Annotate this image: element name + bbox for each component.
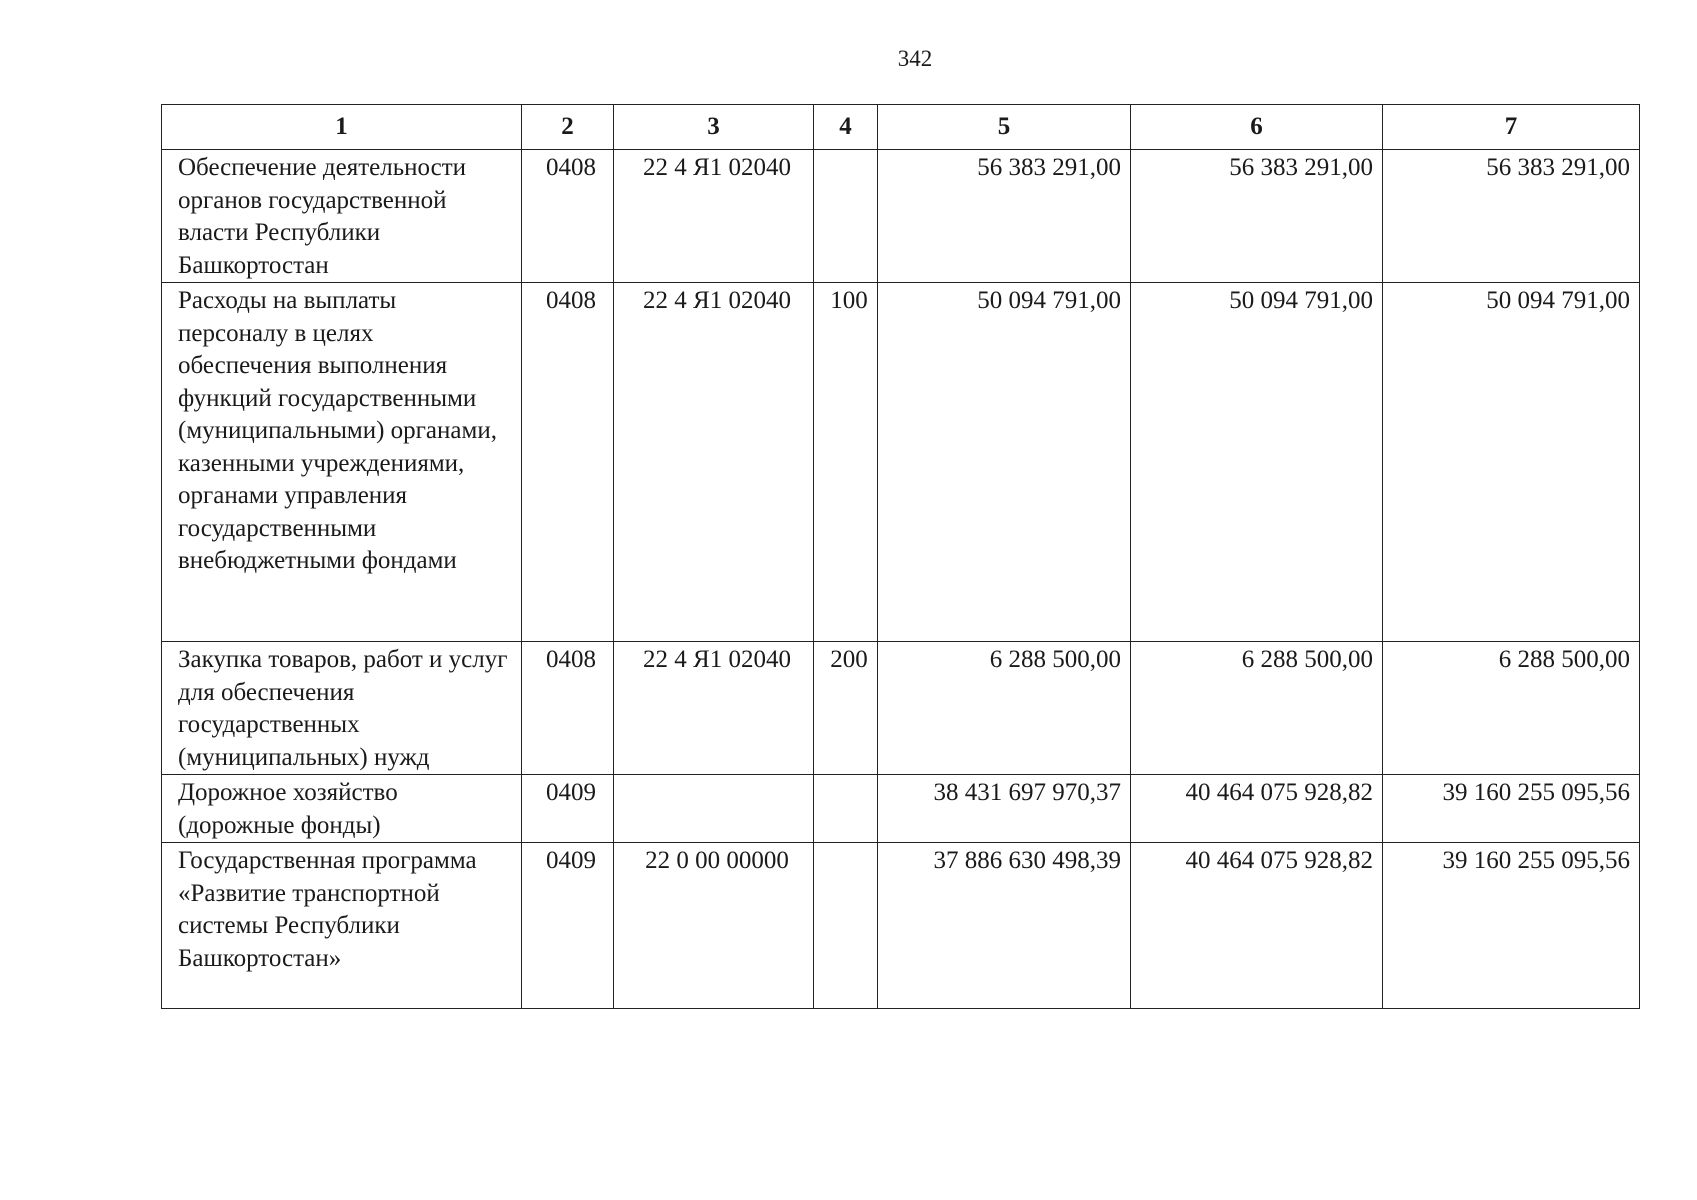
- row-amount-5: 50 094 791,00: [878, 283, 1131, 642]
- column-header-2: 2: [522, 105, 614, 150]
- page-number: 342: [897, 46, 933, 71]
- table-row: [162, 843, 1640, 1009]
- budget-table: [161, 104, 1640, 1009]
- row-target-code: [614, 775, 814, 843]
- column-header-5: 5: [878, 105, 1131, 150]
- row-expense-type: [814, 843, 878, 1009]
- row-section-code: 0408: [522, 150, 614, 283]
- row-amount-6: 56 383 291,00: [1131, 150, 1383, 283]
- row-amount-7: 6 288 500,00: [1383, 642, 1640, 775]
- row-section-code: 0408: [522, 283, 614, 642]
- table-row: [162, 283, 1640, 642]
- row-amount-6: 40 464 075 928,82: [1131, 775, 1383, 843]
- row-expense-type: 100: [814, 283, 878, 642]
- row-expense-type: [814, 150, 878, 283]
- table-row: [162, 150, 1640, 283]
- row-name: Дорожное хозяйство (дорожные фонды): [162, 775, 522, 843]
- row-amount-7: 39 160 255 095,56: [1383, 843, 1640, 1009]
- row-target-code: 22 0 00 00000: [614, 843, 814, 1009]
- row-expense-type: 200: [814, 642, 878, 775]
- row-amount-5: 6 288 500,00: [878, 642, 1131, 775]
- column-header-3: 3: [614, 105, 814, 150]
- row-amount-6: 6 288 500,00: [1131, 642, 1383, 775]
- row-target-code: 22 4 Я1 02040: [614, 642, 814, 775]
- row-amount-7: 50 094 791,00: [1383, 283, 1640, 642]
- row-target-code: 22 4 Я1 02040: [614, 150, 814, 283]
- table-row: [162, 775, 1640, 843]
- header-row: [162, 105, 1640, 150]
- row-target-code: 22 4 Я1 02040: [614, 283, 814, 642]
- table-row: [162, 642, 1640, 775]
- row-name: Государственная программа «Развитие транспортной системы Республики Башкортостан»: [162, 843, 522, 1009]
- row-section-code: 0409: [522, 843, 614, 1009]
- row-name: Обеспечение деятельности органов государственной власти Республики Башкортостан: [162, 150, 522, 283]
- column-header-7: 7: [1383, 105, 1640, 150]
- row-section-code: 0408: [522, 642, 614, 775]
- column-header-1: 1: [162, 105, 522, 150]
- row-amount-5: 56 383 291,00: [878, 150, 1131, 283]
- row-expense-type: [814, 775, 878, 843]
- row-name: Закупка товаров, работ и услуг для обеспечения государственных (муниципальных) нужд: [162, 642, 522, 775]
- column-header-4: 4: [814, 105, 878, 150]
- row-amount-5: 38 431 697 970,37: [878, 775, 1131, 843]
- row-section-code: 0409: [522, 775, 614, 843]
- row-amount-6: 50 094 791,00: [1131, 283, 1383, 642]
- row-amount-7: 56 383 291,00: [1383, 150, 1640, 283]
- row-amount-5: 37 886 630 498,39: [878, 843, 1131, 1009]
- row-amount-6: 40 464 075 928,82: [1131, 843, 1383, 1009]
- row-name: Расходы на выплаты персоналу в целях обеспечения выполнения функций государственными (муниципальными) органами, казенными учреждениями, органами управления государственными внебюджетными фондами: [162, 283, 522, 642]
- row-amount-7: 39 160 255 095,56: [1383, 775, 1640, 843]
- column-header-6: 6: [1131, 105, 1383, 150]
